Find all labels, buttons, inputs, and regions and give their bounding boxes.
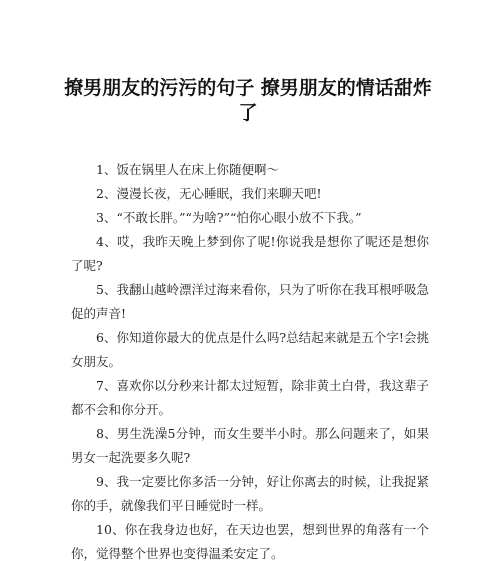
document-title: 撩男朋友的污污的句子 撩男朋友的情话甜炸了 [64,77,432,124]
paragraph: 7、喜欢你以分秒来计都太过短暂，除非黄土白骨，我这辈子都不会和你分开。 [71,378,429,417]
paragraph: 3、“不敢长胖。”“为啥?”“怕你心眼小放不下我。” [96,210,362,225]
paragraph: 9、我一定要比你多活一分钟，好让你离去的时候，让我捉紧你的手，就像我们平日睡觉时一样。 [71,474,429,513]
paragraph: 5、我翻山越岭漂洋过海来看你，只为了听你在我耳根呼吸急促的声音! [71,282,429,321]
paragraph: 8、男生洗澡5分钟，而女生要半小时。那么问题来了，如果男女一起洗要多久呢? [71,426,429,465]
paragraph: 1、饭在锅里人在床上你随便啊～ [96,162,279,177]
paragraph: 10、你在我身边也好，在天边也罢，想到世界的角落有一个你，觉得整个世界也变得温柔安定了。 [71,522,429,561]
paragraph: 4、哎，我昨天晚上梦到你了呢!你说我是想你了呢还是想你了呢? [71,234,429,273]
paragraph: 6、你知道你最大的优点是什么吗?总结起来就是五个字!会挑女朋友。 [71,330,429,369]
paragraph: 2、漫漫长夜，无心睡眠，我们来聊天吧! [96,186,322,201]
document-body [71,158,429,561]
